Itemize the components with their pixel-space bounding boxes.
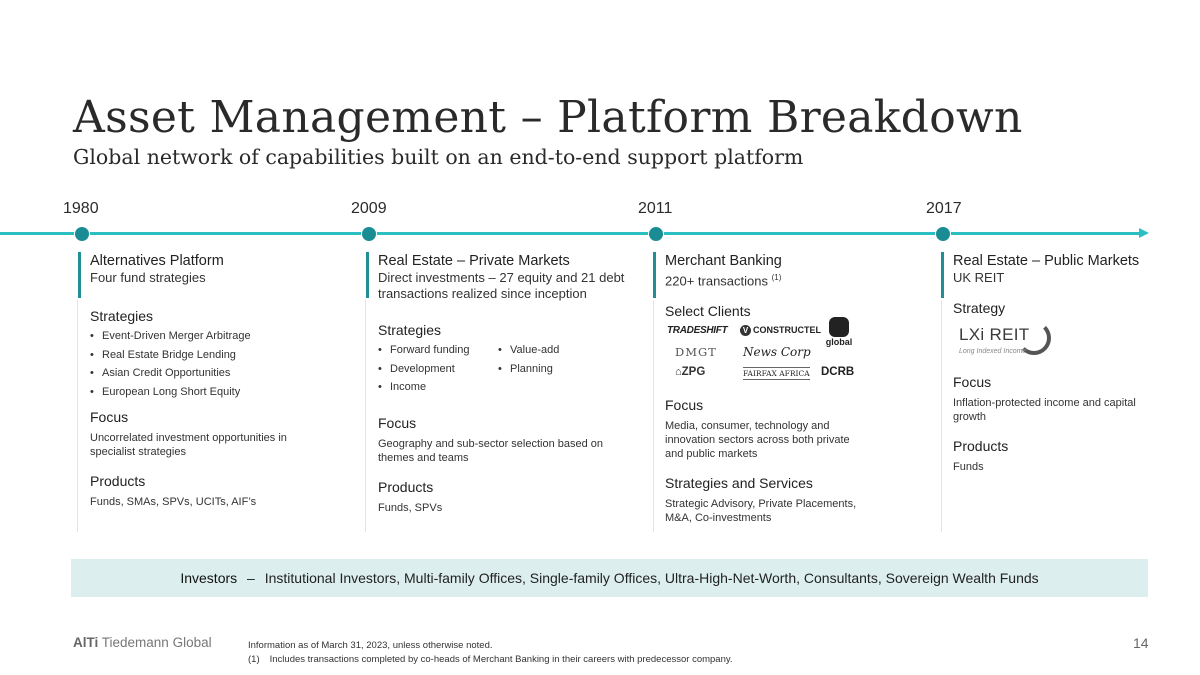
list-item: • Planning [498,363,559,376]
brand-rest: Tiedemann Global [101,635,212,650]
footer-note: Information as of March 31, 2023, unless otherwise noted. [248,640,493,651]
list-item: • Development [378,363,486,376]
products-heading: Products [378,478,434,495]
column-title: Alternatives Platform [90,253,224,269]
constructel-text: CONSTRUCTEL [753,325,821,336]
zpg-text: ZPG [681,366,706,379]
strategies-list-right [498,344,559,400]
year-2009: 2009 [351,200,387,217]
column-real-estate-public [941,250,1200,474]
brand-logo [73,635,212,650]
focus-text: Inflation-protected income and capital growth [953,397,1136,423]
investors-banner [71,559,1148,597]
investors-dash: – [247,570,255,586]
fairfax-africa-logo: FAIRFAX AFRICA [743,369,810,379]
strategies-list [90,330,353,399]
global-text: global [825,337,853,348]
year-2011: 2011 [638,200,673,217]
strategy-heading: Strategy [953,300,1006,316]
products-heading: Products [953,438,1009,454]
strategies-services-text: Strategic Advisory, Private Placements, M&A, Co-investments [665,498,857,525]
constructel-icon: V [740,325,751,336]
strategies-services-heading: Strategies and Services [665,475,813,492]
timeline-arrow-icon [1139,228,1149,238]
year-2017: 2017 [926,200,962,217]
timeline-dot [74,226,90,242]
brand-bold: AlTi [73,635,99,650]
global-logo [825,317,853,348]
list-item: • Event-Driven Merger Arbitrage [90,330,353,343]
strategies-list-left [378,344,486,400]
page-subtitle: Global network of capabilities built on an end-to-end support platform [73,145,804,169]
column-subtitle: Direct investments – 27 equity and 21 debt transactions realized since inception [378,270,625,301]
strategies-heading: Strategies [90,308,154,324]
investors-text: Institutional Investors, Multi-family Offices, Single-family Offices, Ultra-High-Net-Worth, Consultants, Sovereign Wealth Funds [264,570,1039,586]
column-title: Merchant Banking [665,253,782,269]
timeline-dot [648,226,664,242]
client-logos [665,319,928,391]
timeline-dot [361,226,377,242]
list-item: • Real Estate Bridge Lending [90,349,353,362]
page-title: Asset Management – Platform Breakdown [73,92,1023,143]
lxi-reit-text: LXi REIT [959,325,1030,344]
page-number: 14 [1133,635,1149,651]
list-item: • Asian Credit Opportunities [90,367,353,380]
column-title: Real Estate – Public Markets [953,253,1140,269]
footer-footnote [248,654,733,665]
lxi-reit-logo [959,322,1200,366]
column-title: Real Estate – Private Markets [378,253,570,269]
column-merchant-banking [653,250,928,525]
lxi-tagline: Long Indexed Income [959,348,1027,355]
products-heading: Products [90,472,146,489]
news-corp-logo: News Corp [743,345,811,360]
list-item: • Income [378,381,486,394]
products-text: Funds, SMAs, SPVs, UCITs, AIF’s [90,495,257,508]
column-header [366,250,641,302]
strategies-heading: Strategies [378,322,442,338]
products-text: Funds [953,461,984,473]
focus-heading: Focus [665,397,704,414]
products-text: Funds, SPVs [378,501,443,514]
global-icon [829,317,849,337]
focus-heading: Focus [953,374,992,390]
footnote-number: (1) [248,654,260,665]
list-item: • Forward funding [378,344,486,357]
column-header [78,250,353,286]
focus-text: Uncorrelated investment opportunities in specialist strategies [90,431,287,458]
column-subtitle: Four fund strategies [90,270,206,285]
column-real-estate-private [366,250,641,515]
year-1980: 1980 [63,200,99,217]
focus-heading: Focus [378,414,417,431]
column-header [653,250,928,289]
footnote-text: Includes transactions completed by co-heads of Merchant Banking in their careers with predecessor company. [269,654,733,665]
dmgt-logo: DMGT [675,345,717,360]
tradeshift-logo: TRADESHIFT [667,325,728,337]
focus-text: Geography and sub-sector selection based on themes and teams [378,437,604,464]
zpg-logo [675,366,705,378]
select-clients-heading: Select Clients [665,303,751,320]
column-subtitle: UK REIT [953,270,1005,285]
constructel-logo [740,325,821,336]
investors-label: Investors [180,570,238,586]
footnote-marker: (1) [771,273,782,282]
timeline-dot [935,226,951,242]
focus-heading: Focus [90,408,129,425]
timeline-line [0,232,1142,235]
zpg-icon: ⌂ [675,366,682,379]
dcrb-logo: DCRB [821,366,855,379]
list-item: • European Long Short Equity [90,386,353,399]
column-alternatives-platform [78,250,353,509]
focus-text: Media, consumer, technology and innovation sectors across both private and public markets [665,420,850,461]
strategies-lists [366,338,641,400]
list-item: • Value-add [498,344,559,357]
column-subtitle [665,270,928,289]
column-header [941,250,1200,286]
transactions-text: 220+ transactions [665,273,768,289]
